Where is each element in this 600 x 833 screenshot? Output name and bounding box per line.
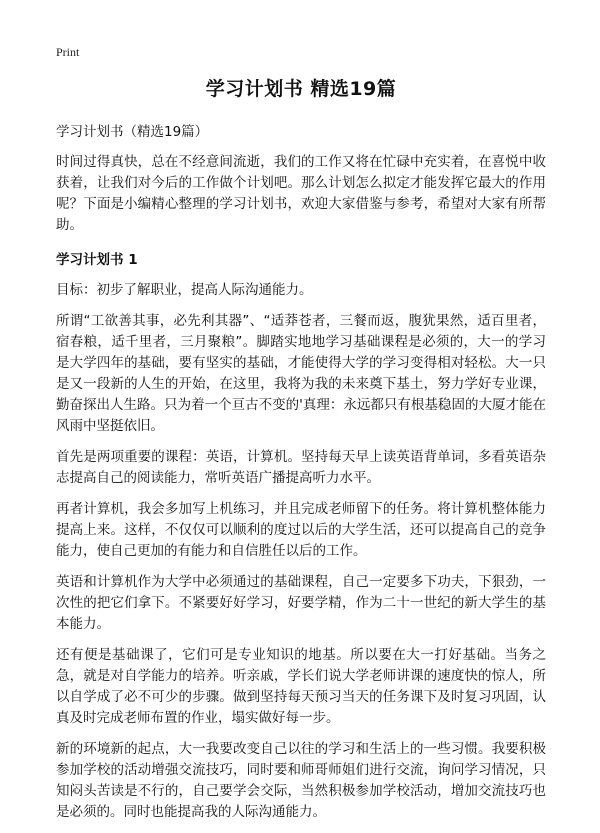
paragraph: 新的环境新的起点，大一我要改变自己以往的学习和生活上的一些习惯。我要积极参加学校的活动增强交流技巧，同时要和师哥师姐们进行交流，询问学习情况，只知闷头苦读是不行的，自己要学会交际，当然积极参加学校活动，增加交流技巧也是必须的。同时也能提高我的人际沟通能力。 [56, 741, 546, 820]
intro-paragraph: 时间过得真快，总在不经意间流逝，我们的工作又将在忙碌中充实着，在喜悦中收获着，让我们对今后的工作做个计划吧。那么计划怎么拟定才能发挥它最大的作用呢？下面是小编精心整理的学习计划书，欢迎大家借鉴与参考，希望对大家有所帮助。 [56, 154, 546, 233]
document-subtitle: 学习计划书（精选19篇） [56, 124, 209, 140]
paragraph: 还有便是基础课了，它们可是专业知识的地基。所以要在大一打好基础。当务之急，就是对自学能力的培养。听亲戚，学长们说大学老师讲课的速度快的惊人，所以自学成了必不可少的步骤。做到坚持每天预习当天的任务课下及时复习巩固，认真及时完成老师布置的作业，塌实做好每一步。 [56, 647, 546, 726]
page-title: 学习计划书 精选19篇 [205, 78, 397, 100]
section-heading: 学习计划书 1 [56, 252, 138, 268]
paragraph-goal: 目标：初步了解职业，提高人际沟通能力。 [56, 282, 313, 298]
paragraph: 所谓“工欲善其事，必先利其器”、“适莽苍者，三餐而返，腹犹果然，适百里者，宿春粮，适千里者，三月聚粮”。脚踏实地地学习基础课程是必须的，大一的学习是大学四年的基础，要有坚实的基础，才能使得大学的学习变得相对轻松。大一只是又一段新的人生的开始，在这里，我将为我的未来奠下基土，努力学好专业课，勤奋探出人生路。只为着一个亘古不变的'真理：永远都只有根基稳固的大厦才能在风雨中坚挺依旧。 [56, 313, 546, 434]
print-link[interactable]: Print [56, 45, 80, 59]
document-body [56, 76, 546, 833]
paragraph: 首先是两项重要的课程：英语，计算机。坚持每天早上读英语背单词，多看英语杂志提高自己的阅读能力，常听英语广播提高听力水平。 [56, 449, 546, 486]
paragraph: 再者计算机，我会多加写上机练习，并且完成老师留下的任务。将计算机整体能力提高上来。这样，不仅仅可以顺利的度过以后的大学生活，还可以提高自己的竞争能力，使自己更加的有能力和自信胜任以后的工作。 [56, 501, 546, 559]
paragraph: 英语和计算机作为大学中必须通过的基础课程，自己一定要多下功夫，下狠劲，一次性的把它们拿下。不紧要好好学习，好要学精，作为二十一世纪的新大学生的基本能力。 [56, 574, 546, 632]
